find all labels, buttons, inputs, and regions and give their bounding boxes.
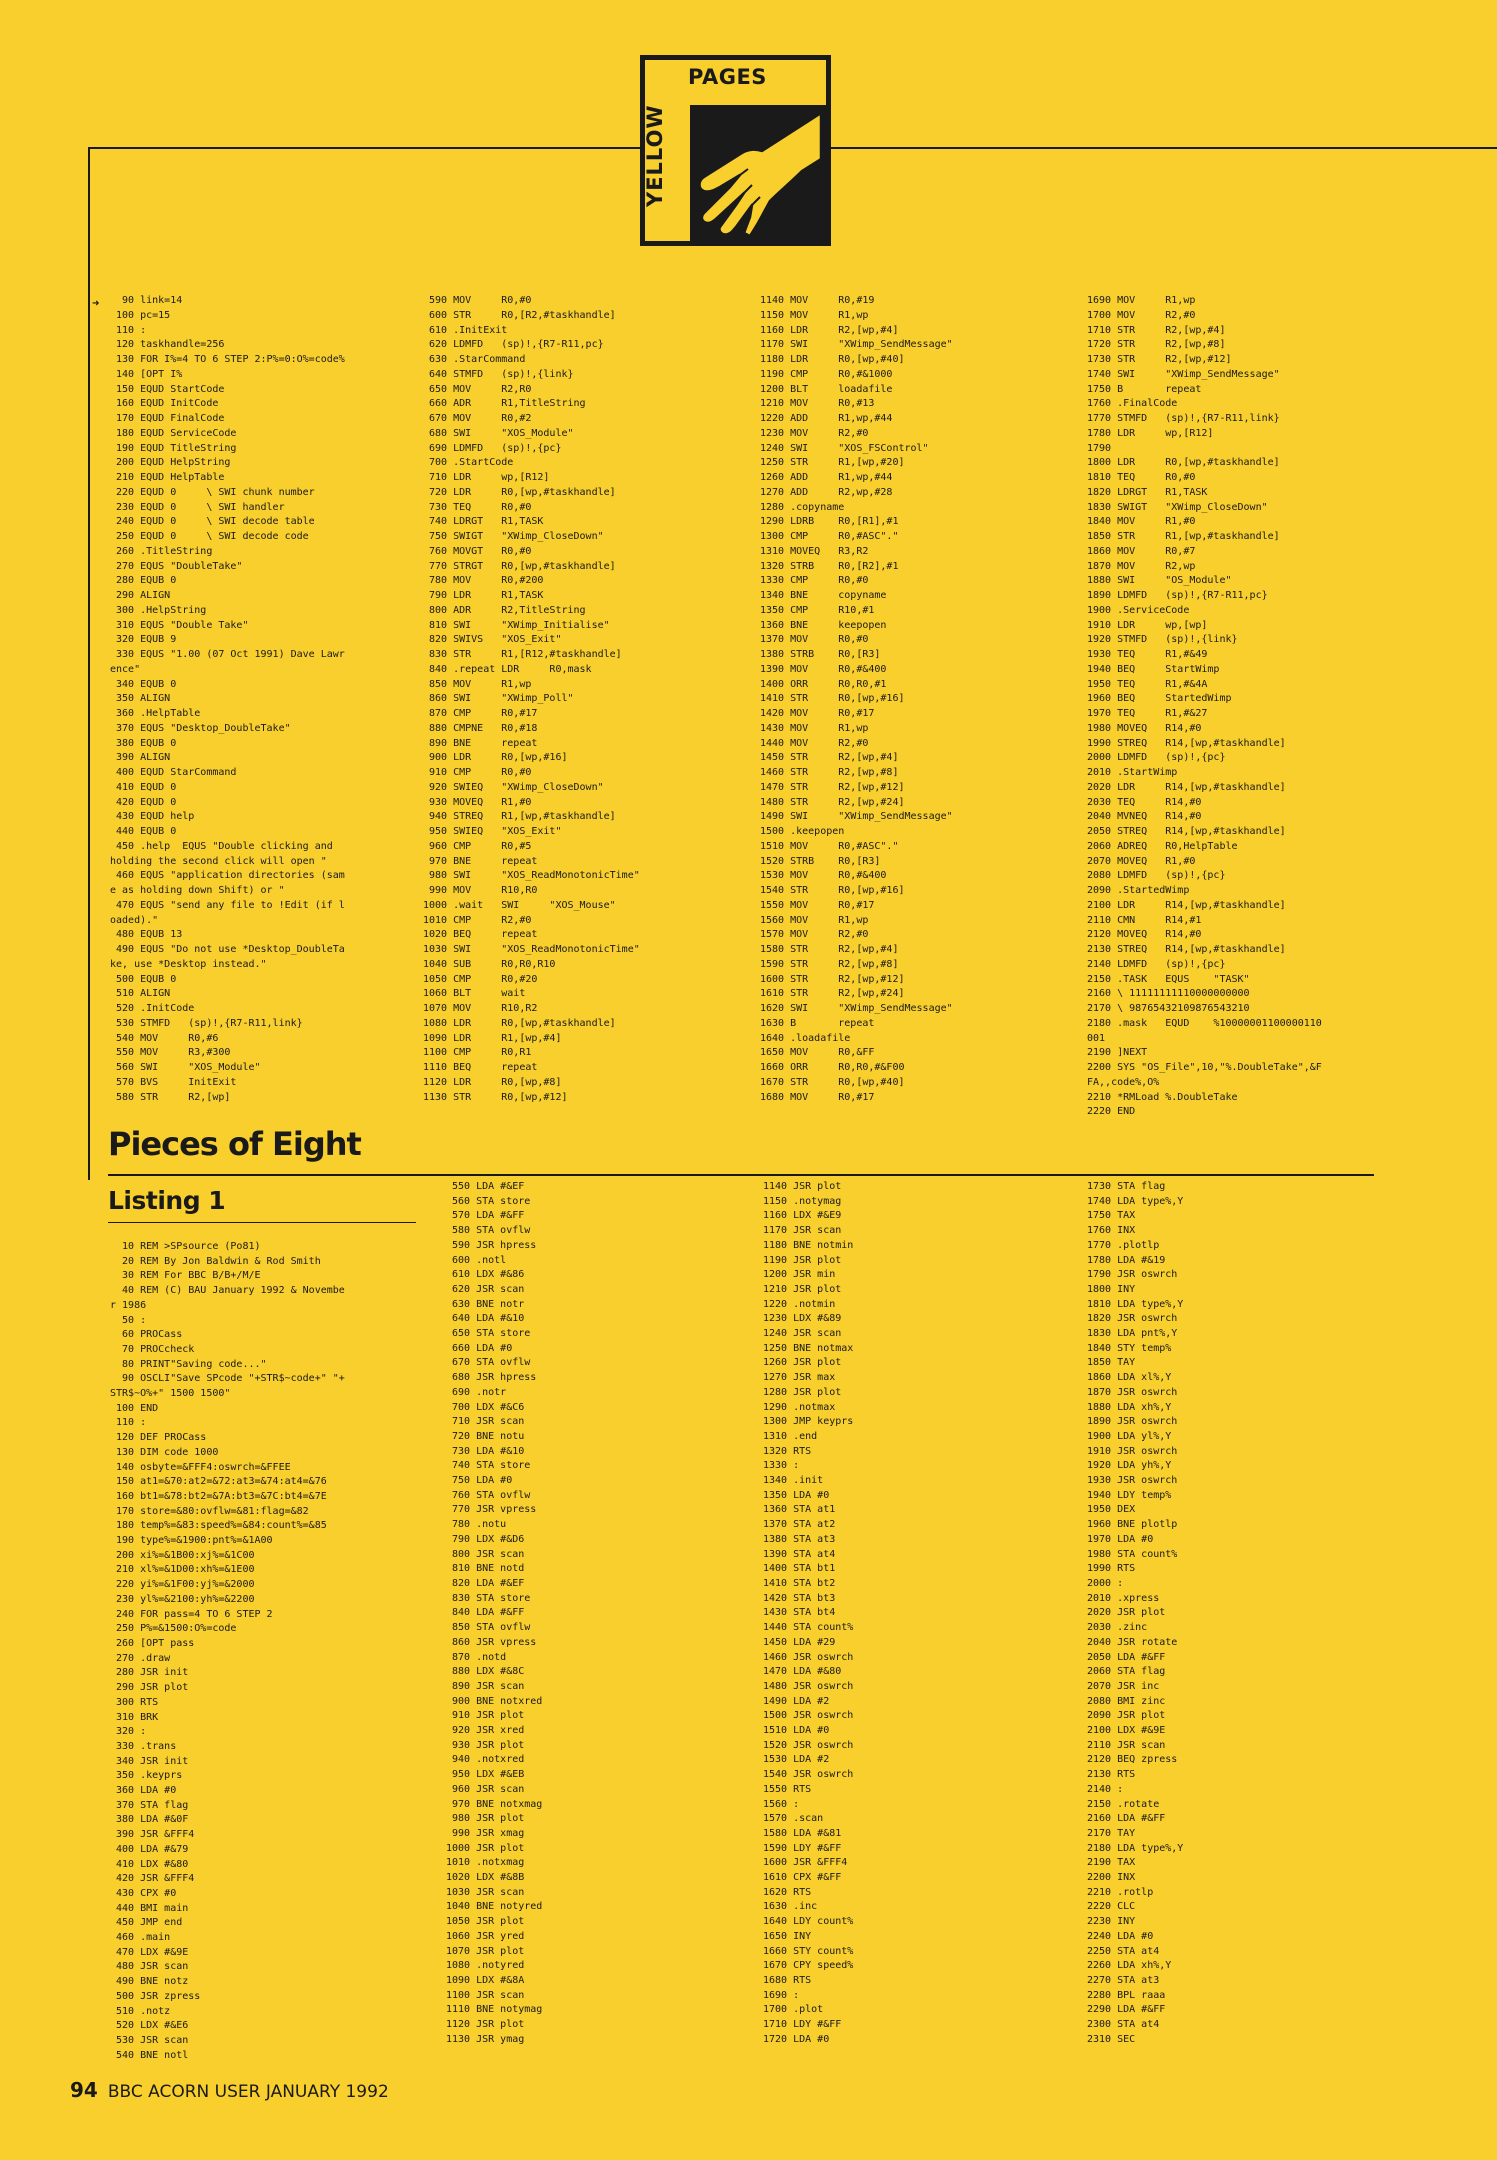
yellow-pages-logo bbox=[640, 55, 831, 246]
listing-rule bbox=[108, 1222, 416, 1223]
doubletake-listing-col1: 90 link=14 100 pc=15 110 : 120 taskhandle=256 130 FOR I%=4 TO 6 STEP 2:P%=0:O%=code% 140 [OPT I% 150 EQUD StartCode 160 EQUD InitCode 170 EQUD FinalCode 180 EQUD ServiceCode 190 EQUD TitleString 200 EQUD HelpString 210 EQUD HelpTable 220 EQUD 0 \ SWI chunk number 230 EQUD 0 \ SWI handler 240 EQUD 0 \ SWI decode table 250 EQUD 0 \ SWI decode code 260 .TitleString 270 EQUS "DoubleTake" 280 EQUB 0 290 ALIGN 300 .HelpString 310 EQUS "Double Take" 320 EQUB 9 330 EQUS "1.00 (07 Oct 1991) Dave Lawr ence" 340 EQUB 0 350 ALIGN 360 .HelpTable 370 EQUS "Desktop_DoubleTake" 380 EQUB 0 390 ALIGN 400 EQUD StarCommand 410 EQUD 0 420 EQUD 0 430 EQUD help 440 EQUB 0 450 .help EQUS "Double clicking and holding the second click will open " 460 EQUS "application directories (sam e as holding down Shift) or " 470 EQUS "send any file to !Edit (if l oaded)." 480 EQUB 13 490 EQUS "Do not use *Desktop_DoubleTa ke, use *Desktop instead." 500 EQUB 0 510 ALIGN 520 .InitCode 530 STMFD (sp)!,{R7-R11,link} 540 MOV R0,#6 550 MOV R3,#300 560 SWI "XOS_Module" 570 BVS InitExit 580 STR R2,[wp] bbox=[110, 295, 345, 1103]
logo-yellow-text: YELLOW bbox=[643, 104, 667, 207]
left-rule bbox=[88, 147, 90, 1180]
doubletake-listing-col3: 1140 MOV R0,#19 1150 MOV R1,wp 1160 LDR R2,[wp,#4] 1170 SWI "XWimp_SendMessage" 1180 LDR R0,[wp,#40] 1190 CMP R0,#&1000 1200 BLT loadafile 1210 MOV R0,#13 1220 ADD R1,wp,#44 1230 MOV R2,#0 1240 SWI "XOS_FSControl" 1250 STR R1,[wp,#20] 1260 ADD R1,wp,#44 1270 ADD R2,wp,#28 1280 .copyname 1290 LDRB R0,[R1],#1 1300 CMP R0,#ASC"." 1310 MOVEQ R3,R2 1320 STRB R0,[R2],#1 1330 CMP R0,#0 1340 BNE copyname 1350 CMP R10,#1 1360 BNE keepopen 1370 MOV R0,#0 1380 STRB R0,[R3] 1390 MOV R0,#&400 1400 ORR R0,R0,#1 1410 STR R0,[wp,#16] 1420 MOV R0,#17 1430 MOV R1,wp 1440 MOV R2,#0 1450 STR R2,[wp,#4] 1460 STR R2,[wp,#8] 1470 STR R2,[wp,#12] 1480 STR R2,[wp,#24] 1490 SWI "XWimp_SendMessage" 1500 .keepopen 1510 MOV R0,#ASC"." 1520 STRB R0,[R3] 1530 MOV R0,#&400 1540 STR R0,[wp,#16] 1550 MOV R0,#17 1560 MOV R1,wp 1570 MOV R2,#0 1580 STR R2,[wp,#4] 1590 STR R2,[wp,#8] 1600 STR R2,[wp,#12] 1610 STR R2,[wp,#24] 1620 SWI "XWimp_SendMessage" 1630 B repeat 1640 .loadafile 1650 MOV R0,&FF 1660 ORR R0,R0,#&F00 1670 STR R0,[wp,#40] 1680 MOV R0,#17 bbox=[760, 295, 953, 1103]
page-footer bbox=[70, 2078, 389, 2102]
listing1-col4: 1730 STA flag 1740 LDA type%,Y 1750 TAX 1760 INX 1770 .plotlp 1780 LDA #&19 1790 JSR oswrch 1800 INY 1810 LDA type%,Y 1820 JSR oswrch 1830 LDA pnt%,Y 1840 STY temp% 1850 TAY 1860 LDA xl%,Y 1870 JSR oswrch 1880 LDA xh%,Y 1890 JSR oswrch 1900 LDA yl%,Y 1910 JSR oswrch 1920 LDA yh%,Y 1930 JSR oswrch 1940 LDY temp% 1950 DEX 1960 BNE plotlp 1970 LDA #0 1980 STA count% 1990 RTS 2000 : 2010 .xpress 2020 JSR plot 2030 .zinc 2040 JSR rotate 2050 LDA #&FF 2060 STA flag 2070 JSR inc 2080 BMI zinc 2090 JSR plot 2100 LDX #&9E 2110 JSR scan 2120 BEQ zpress 2130 RTS 2140 : 2150 .rotate 2160 LDA #&FF 2170 TAY 2180 LDA type%,Y 2190 TAX 2200 INX 2210 .rotlp 2220 CLC 2230 INY 2240 LDA #0 2250 STA at4 2260 LDA xh%,Y 2270 STA at3 2280 BPL raaa 2290 LDA #&FF 2300 STA at4 2310 SEC bbox=[1087, 1181, 1184, 2045]
listing1-col3: 1140 JSR plot 1150 .notymag 1160 LDX #&E9 1170 JSR scan 1180 BNE notmin 1190 JSR plot 1200 JSR min 1210 JSR plot 1220 .notmin 1230 LDX #&89 1240 JSR scan 1250 BNE notmax 1260 JSR plot 1270 JSR max 1280 JSR plot 1290 .notmax 1300 JMP keyprs 1310 .end 1320 RTS 1330 : 1340 .init 1350 LDA #0 1360 STA at1 1370 STA at2 1380 STA at3 1390 STA at4 1400 STA bt1 1410 STA bt2 1420 STA bt3 1430 STA bt4 1440 STA count% 1450 LDA #29 1460 JSR oswrch 1470 LDA #&80 1480 JSR oswrch 1490 LDA #2 1500 JSR oswrch 1510 LDA #0 1520 JSR oswrch 1530 LDA #2 1540 JSR oswrch 1550 RTS 1560 : 1570 .scan 1580 LDA #&81 1590 LDY #&FF 1600 JSR &FFF4 1610 CPX #&FF 1620 RTS 1630 .inc 1640 LDY count% 1650 INY 1660 STY count% 1670 CPY speed% 1680 RTS 1690 : 1700 .plot 1710 LDY #&FF 1720 LDA #0 bbox=[763, 1181, 854, 2045]
listing-heading: Listing 1 bbox=[108, 1186, 226, 1215]
article-title: Pieces of Eight bbox=[108, 1125, 361, 1163]
pointing-hand-icon bbox=[690, 105, 821, 236]
publication-name: BBC ACORN USER JANUARY 1992 bbox=[107, 2082, 389, 2102]
logo-pages-text: PAGES bbox=[688, 65, 767, 89]
article-rule bbox=[108, 1174, 1374, 1176]
doubletake-listing-col2: 590 MOV R0,#0 600 STR R0,[R2,#taskhandle] 610 .InitExit 620 LDMFD (sp)!,{R7-R11,pc} 630 .StarCommand 640 STMFD (sp)!,{link} 650 MOV R2,R0 660 ADR R1,TitleString 670 MOV R0,#2 680 SWI "XOS_Module" 690 LDMFD (sp)!,{pc} 700 .StartCode 710 LDR wp,[R12] 720 LDR R0,[wp,#taskhandle] 730 TEQ R0,#0 740 LDRGT R1,TASK 750 SWIGT "XWimp_CloseDown" 760 MOVGT R0,#0 770 STRGT R0,[wp,#taskhandle] 780 MOV R0,#200 790 LDR R1,TASK 800 ADR R2,TitleString 810 SWI "XWimp_Initialise" 820 SWIVS "XOS_Exit" 830 STR R1,[R12,#taskhandle] 840 .repeat LDR R0,mask 850 MOV R1,wp 860 SWI "XWimp_Poll" 870 CMP R0,#17 880 CMPNE R0,#18 890 BNE repeat 900 LDR R0,[wp,#16] 910 CMP R0,#0 920 SWIEQ "XWimp_CloseDown" 930 MOVEQ R1,#0 940 STREQ R1,[wp,#taskhandle] 950 SWIEQ "XOS_Exit" 960 CMP R0,#5 970 BNE repeat 980 SWI "XOS_ReadMonotonicTime" 990 MOV R10,R0 1000 .wait SWI "XOS_Mouse" 1010 CMP R2,#0 1020 BEQ repeat 1030 SWI "XOS_ReadMonotonicTime" 1040 SUB R0,R0,R10 1050 CMP R0,#20 1060 BLT wait 1070 MOV R10,R2 1080 LDR R0,[wp,#taskhandle] 1090 LDR R1,[wp,#4] 1100 CMP R0,R1 1110 BEQ repeat 1120 LDR R0,[wp,#8] 1130 STR R0,[wp,#12] bbox=[423, 295, 640, 1103]
continuation-arrow: ➜ bbox=[92, 296, 100, 310]
listing1-col1: 10 REM >SPsource (Po81) 20 REM By Jon Baldwin & Rod Smith 30 REM For BBC B/B+/M/E 40 REM (C) BAU January 1992 & Novembe r 1986 50 : 60 PROCass 70 PROCcheck 80 PRINT"Saving code..." 90 OSCLI"Save SPcode "+STR$~code+" "+ STR$~O%+" 1500 1500" 100 END 110 : 120 DEF PROCass 130 DIM code 1000 140 osbyte=&FFF4:oswrch=&FFEE 150 at1=&70:at2=&72:at3=&74:at4=&76 160 bt1=&78:bt2=&7A:bt3=&7C:bt4=&7E 170 store=&80:ovflw=&81:flag=&82 180 temp%=&83:speed%=&84:count%=&85 190 type%=&1900:pnt%=&1A00 200 xi%=&1B00:xj%=&1C00 210 xl%=&1D00:xh%=&1E00 220 yi%=&1F00:yj%=&2000 230 yl%=&2100:yh%=&2200 240 FOR pass=4 TO 6 STEP 2 250 P%=&1500:O%=code 260 [OPT pass 270 .draw 280 JSR init 290 JSR plot 300 RTS 310 BRK 320 : 330 .trans 340 JSR init 350 .keyprs 360 LDA #0 370 STA flag 380 LDA #&0F 390 JSR &FFF4 400 LDA #&79 410 LDX #&80 420 JSR &FFF4 430 CPX #0 440 BMI main 450 JMP end 460 .main 470 LDX #&9E 480 JSR scan 490 BNE notz 500 JSR zpress 510 .notz 520 LDX #&E6 530 JSR scan 540 BNE notl bbox=[110, 1241, 345, 2061]
page-number: 94 bbox=[70, 2078, 98, 2102]
listing1-col2: 550 LDA #&EF 560 STA store 570 LDA #&FF 580 STA ovflw 590 JSR hpress 600 .notl 610 LDX #&86 620 JSR scan 630 BNE notr 640 LDA #&10 650 STA store 660 LDA #0 670 STA ovflw 680 JSR hpress 690 .notr 700 LDX #&C6 710 JSR scan 720 BNE notu 730 LDA #&10 740 STA store 750 LDA #0 760 STA ovflw 770 JSR vpress 780 .notu 790 LDX #&D6 800 JSR scan 810 BNE notd 820 LDA #&EF 830 STA store 840 LDA #&FF 850 STA ovflw 860 JSR vpress 870 .notd 880 LDX #&8C 890 JSR scan 900 BNE notxred 910 JSR plot 920 JSR xred 930 JSR plot 940 .notxred 950 LDX #&EB 960 JSR scan 970 BNE notxmag 980 JSR plot 990 JSR xmag 1000 JSR plot 1010 .notxmag 1020 LDX #&8B 1030 JSR scan 1040 BNE notyred 1050 JSR plot 1060 JSR yred 1070 JSR plot 1080 .notyred 1090 LDX #&8A 1100 JSR scan 1110 BNE notymag 1120 JSR plot 1130 JSR ymag bbox=[446, 1181, 543, 2045]
doubletake-listing-col4: 1690 MOV R1,wp 1700 MOV R2,#0 1710 STR R2,[wp,#4] 1720 STR R2,[wp,#8] 1730 STR R2,[wp,#12] 1740 SWI "XWimp_SendMessage" 1750 B repeat 1760 .FinalCode 1770 STMFD (sp)!,{R7-R11,link} 1780 LDR wp,[R12] 1790 1800 LDR R0,[wp,#taskhandle] 1810 TEQ R0,#0 1820 LDRGT R1,TASK 1830 SWIGT "XWimp_CloseDown" 1840 MOV R1,#0 1850 STR R1,[wp,#taskhandle] 1860 MOV R0,#7 1870 MOV R2,wp 1880 SWI "OS_Module" 1890 LDMFD (sp)!,{R7-R11,pc} 1900 .ServiceCode 1910 LDR wp,[wp] 1920 STMFD (sp)!,{link} 1930 TEQ R1,#&49 1940 BEQ StartWimp 1950 TEQ R1,#&4A 1960 BEQ StartedWimp 1970 TEQ R1,#&27 1980 MOVEQ R14,#0 1990 STREQ R14,[wp,#taskhandle] 2000 LDMFD (sp)!,{pc} 2010 .StartWimp 2020 LDR R14,[wp,#taskhandle] 2030 TEQ R14,#0 2040 MVNEQ R14,#0 2050 STREQ R14,[wp,#taskhandle] 2060 ADREQ R0,HelpTable 2070 MOVEQ R1,#0 2080 LDMFD (sp)!,{pc} 2090 .StartedWimp 2100 LDR R14,[wp,#taskhandle] 2110 CMN R14,#1 2120 MOVEQ R14,#0 2130 STREQ R14,[wp,#taskhandle] 2140 LDMFD (sp)!,{pc} 2150 .TASK EQUS "TASK" 2160 \ 11111111110000000000 2170 \ 98765432109876543210 2180 .mask EQUD %10000001100000110 001 2190 ]NEXT 2200 SYS "OS_File",10,"%.DoubleTake",&F FA,,code%,O% 2210 *RMLoad %.DoubleTake 2220 END bbox=[1087, 295, 1322, 1118]
